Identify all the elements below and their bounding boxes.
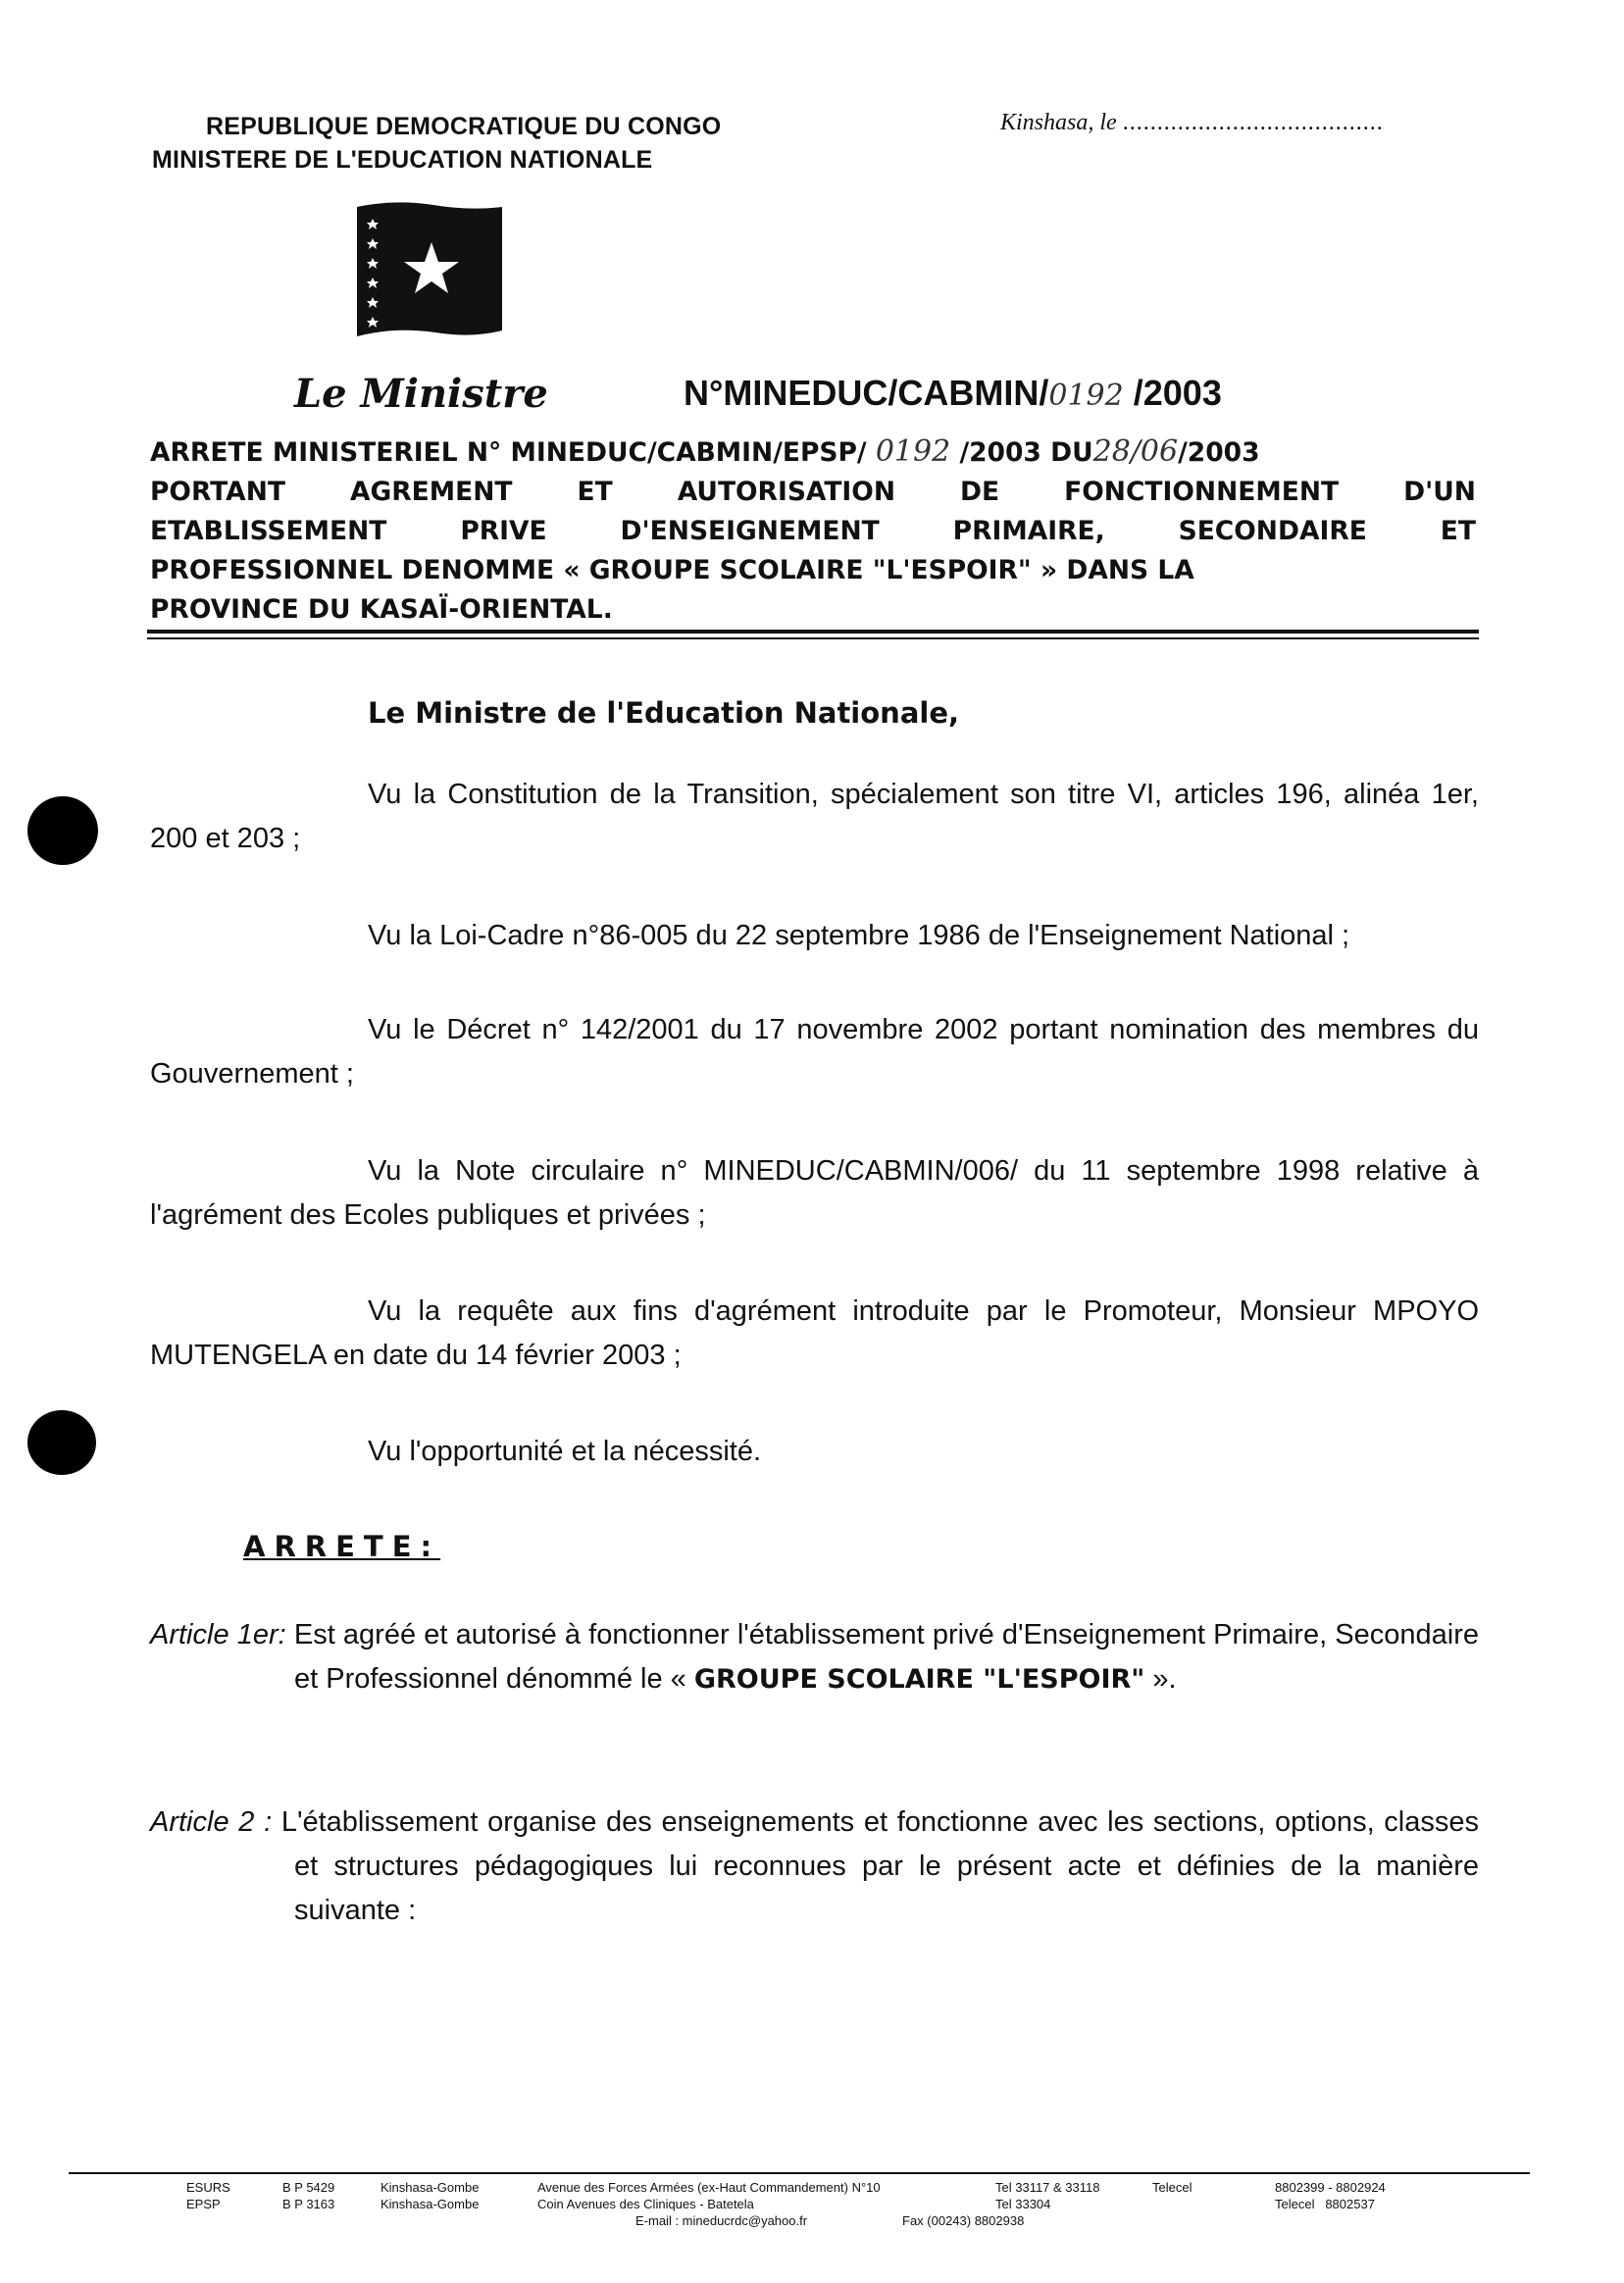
footer-telecel: Telecel	[1152, 2180, 1193, 2195]
letterhead	[152, 110, 721, 177]
article-2: Article 2 : L'établissement organise des enseignements et fonctionne avec les sections, options, classes et structures pédagogiques lui reconnues par le présent acte et définies de la manière suivante :	[150, 1806, 1480, 1926]
punch-hole-mark	[27, 796, 98, 865]
footer-numbers: 8802399 - 8802924 Telecel 8802537	[1275, 2180, 1386, 2211]
title-divider-thin	[147, 637, 1479, 639]
title-divider	[147, 630, 1479, 634]
footer-fax: Fax (00243) 8802938	[902, 2213, 1025, 2228]
footer-bp: B P 5429 B P 3163	[282, 2180, 335, 2211]
footer-divider	[69, 2172, 1530, 2174]
footer-address: Avenue des Forces Armées (ex-Haut Commandement) N°10 Coin Avenues des Cliniques - Batetela E-mail : mineducrdc@yahoo.fr	[537, 2180, 881, 2228]
reference-number: N°MINEDUC/CABMIN/0192 /2003	[684, 373, 1222, 413]
title-line-4: PROFESSIONNEL DENOMME « GROUPE SCOLAIRE "L'ESPOIR" » DANS LA	[150, 555, 1194, 585]
footer-city: Kinshasa-Gombe Kinshasa-Gombe	[381, 2180, 480, 2211]
place-date	[1000, 110, 1384, 136]
title-line-1: ARRETE MINISTERIEL N° MINEDUC/CABMIN/EPSP/ 0192 /2003 DU28/06/2003	[150, 434, 1260, 469]
decree-heading: ARRETE:	[243, 1530, 441, 1563]
handwritten-number: 0192	[1048, 379, 1124, 413]
republic-name: REPUBLIQUE DEMOCRATIQUE DU CONGO	[206, 113, 722, 140]
consideration-2: Vu la Loi-Cadre n°86-005 du 22 septembre 1986 de l'Enseignement National ;	[368, 920, 1350, 951]
article-1-school-name: GROUPE SCOLAIRE "L'ESPOIR"	[693, 1664, 1145, 1695]
national-flag-emblem	[355, 201, 504, 348]
minister-title: Le Ministre	[294, 371, 548, 417]
footer-dept: ESURS EPSP	[186, 2180, 230, 2211]
place-date-label: Kinshasa, le	[1000, 110, 1117, 135]
salutation: Le Ministre de l'Education Nationale,	[368, 696, 960, 730]
article-1: Article 1er: Est agréé et autorisé à fonctionner l'établissement privé d'Enseignement Primaire, Secondaire et Professionnel dénommé le « GROUPE SCOLAIRE "L'ESPOIR" ».	[150, 1619, 1479, 1695]
consideration-6: Vu l'opportunité et la nécessité.	[368, 1436, 762, 1467]
consideration-4: Vu la Note circulaire n° MINEDUC/CABMIN/006/ du 11 septembre 1998 relative à l'agrément des Ecoles publiques et privées ;	[150, 1155, 1479, 1231]
title-line-2: PORTANT AGREMENT ET AUTORISATION DE FONCTIONNEMENT D'UN	[150, 477, 1476, 507]
ministry-name: MINISTERE DE L'EDUCATION NATIONALE	[152, 146, 653, 174]
punch-hole-mark	[27, 1410, 96, 1475]
consideration-3: Vu le Décret n° 142/2001 du 17 novembre 2002 portant nomination des membres du Gouvernement ;	[150, 1014, 1479, 1090]
footer-tel: Tel 33117 & 33118 Tel 33304	[995, 2180, 1100, 2211]
place-date-dots: ......................................	[1122, 110, 1384, 135]
article-1-label: Article 1er:	[150, 1619, 286, 1650]
title-line-3: ETABLISSEMENT PRIVE D'ENSEIGNEMENT PRIMAIRE, SECONDAIRE ET	[150, 516, 1476, 546]
school-name: GROUPE SCOLAIRE "L'ESPOIR"	[588, 555, 1032, 585]
consideration-1: Vu la Constitution de la Transition, spécialement son titre VI, articles 196, alinéa 1er, 200 et 203 ;	[150, 779, 1479, 854]
consideration-5: Vu la requête aux fins d'agrément introduite par le Promoteur, Monsieur MPOYO MUTENGELA en date du 14 février 2003 ;	[150, 1295, 1479, 1371]
article-2-label: Article 2 :	[150, 1806, 273, 1838]
title-line-5: PROVINCE DU KASAÏ-ORIENTAL.	[150, 594, 613, 625]
decree-title	[150, 432, 1476, 630]
